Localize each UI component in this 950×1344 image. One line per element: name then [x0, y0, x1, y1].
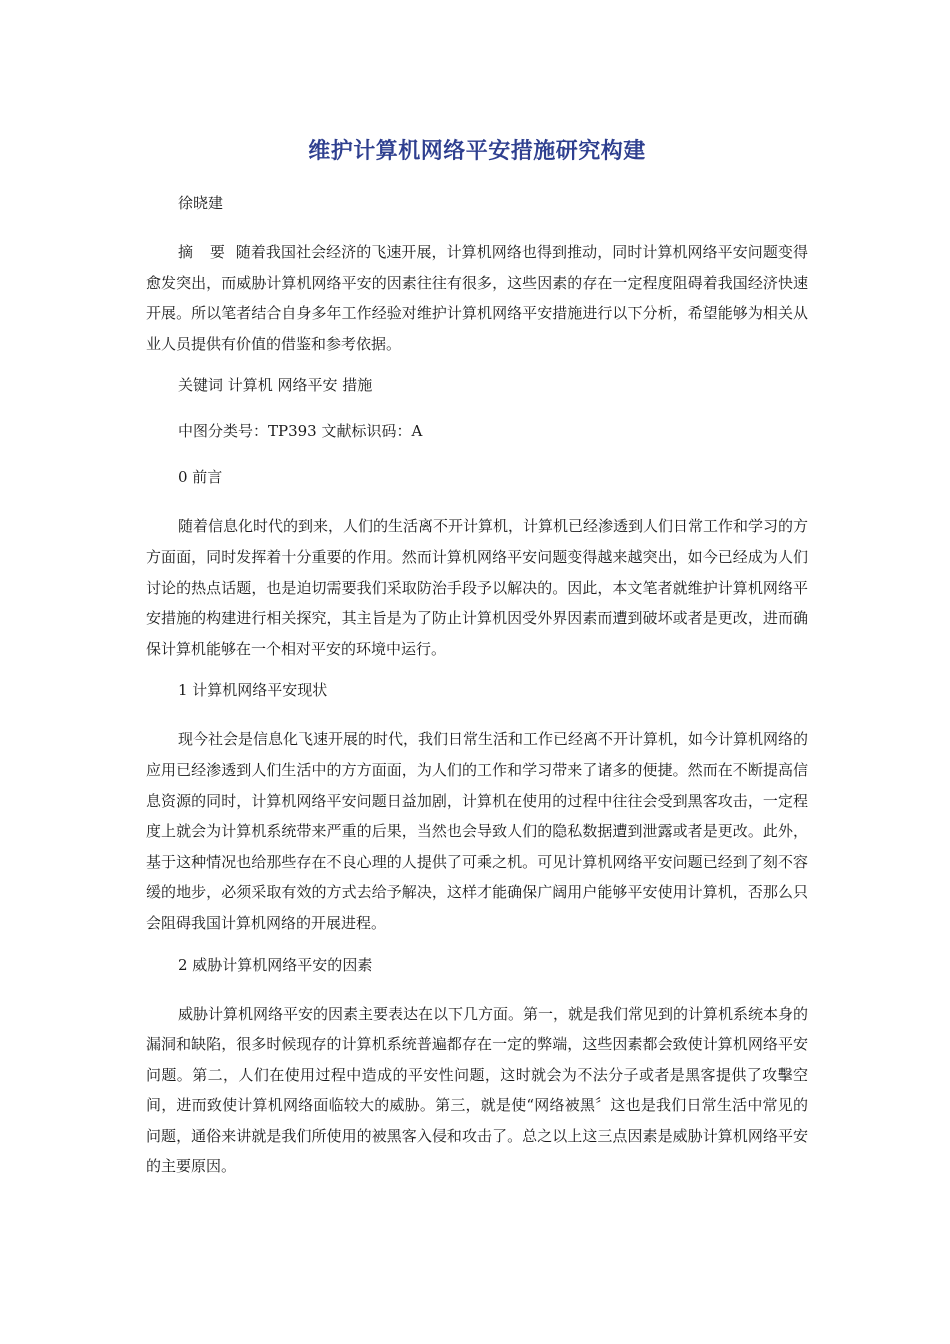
author-name: 徐晓建	[178, 194, 224, 212]
document-page	[146, 128, 808, 1196]
section-body: 威胁计算机网络平安的因素主要表达在以下几方面。第一，就是我们常见到的计算机系统本身的漏洞和缺陷，很多时候现存的计算机系统普遍都存在一定的弊端，这些因素都会致使计算机网络平安问题。第二，人们在使用过程中造成的平安性问题，这时就会为不法分子或者是黑客提供了攻擊空间，进而致使计算机网络面临较大的威胁。第三，就是使“网络被黑〞这也是我们日常生活中常见的问题，通俗来讲就是我们所使用的被黑客入侵和攻击了。总之以上这三点因素是威胁计算机网络平安的主要原因。	[146, 1004, 809, 1176]
section-heading: 0 前言	[178, 468, 223, 487]
abstract-text: 随着我国社会经济的飞速开展，计算机网络也得到推动，同时计算机网络平安问题变得愈发突出，而威胁计算机网络平安的因素往往有很多，这些因素的存在一定程度阻碍着我国经济快速开展。所以笔者结合自身多年工作经验对维护计算机网络平安措施进行以下分析，希望能够为相关从业人员提供有价值的借鉴和参考依据。	[146, 243, 808, 353]
classification-line: 中图分类号：TP393 文献标识码：A	[178, 422, 423, 441]
section-heading: 1 计算机网络平安现状	[178, 681, 328, 700]
abstract-label: 摘 要	[178, 243, 231, 261]
section-heading: 2 威胁计算机网络平安的因素	[178, 955, 373, 974]
section-body: 现今社会是信息化飞速开展的时代，我们日常生活和工作已经离不开计算机，如今计算机网络的应用已经渗透到人们生活中的方方面面，为人们的工作和学习带来了诸多的便捷。然而在不断提高信息资源的同时，计算机网络平安问题日益加剧，计算机在使用的过程中往往会受到黑客攻击，一定程度上就会为计算机系统带来严重的后果，当然也会导致人们的隐私数据遭到泄露或者是更改。此外，基于这种情况也给那些存在不良心理的人提供了可乘之机。可见计算机网络平安问题已经到了刻不容缓的地步，必须采取有效的方式去给予解决，这样才能确保广阔用户能够平安使用计算机，否那么只会阻碍我国计算机网络的开展进程。	[146, 730, 809, 932]
section-body: 随着信息化时代的到来，人们的生活离不开计算机，计算机已经渗透到人们日常工作和学习的方方面面，同时发挥着十分重要的作用。然而计算机网络平安问题变得越来越突出，如今已经成为人们讨论的热点话题，也是迫切需要我们采取防治手段予以解决的。因此，本文笔者就维护计算机网络平安措施的构建进行相关探究，其主旨是为了防止计算机因受外界因素而遭到破坏或者是更改，进而确保计算机能够在一个相对平安的环境中运行。	[146, 517, 809, 658]
keywords-line: 关键词 计算机 网络平安 措施	[178, 376, 373, 395]
document-title: 维护计算机网络平安措施研究构建	[308, 139, 646, 164]
abstract-paragraph	[146, 237, 808, 359]
